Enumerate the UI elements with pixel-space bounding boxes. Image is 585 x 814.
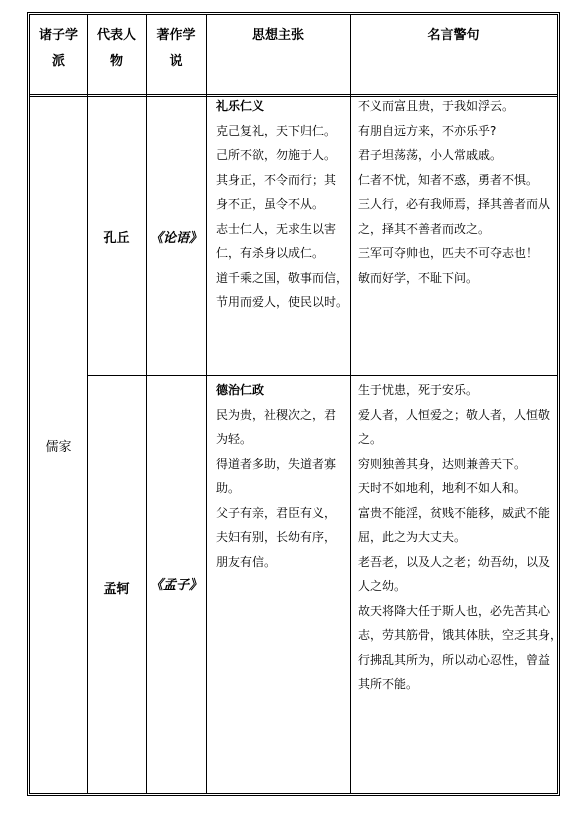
thought-cell bbox=[216, 94, 350, 315]
work-cell bbox=[146, 376, 206, 793]
quote-line: 人之幼。 bbox=[358, 579, 407, 593]
thought-line: 节用而爱人，使民以时。 bbox=[216, 295, 349, 309]
quote-line: 志，劳其筋骨，饿其体肤，空乏其身， bbox=[358, 628, 563, 642]
thought-line: 其身正，不令而行；其 bbox=[216, 172, 337, 187]
header-quotes-label: 名言警句 bbox=[427, 28, 480, 43]
thought-line: 克己复礼，天下归仁。 bbox=[216, 123, 337, 138]
quote-line: 老吾老，以及人之老；幼吾幼，以及 bbox=[358, 554, 551, 569]
thought-line: 仁，有杀身以成仁。 bbox=[216, 246, 325, 260]
thought-title: 礼乐仁义 bbox=[216, 99, 265, 113]
quote-line: 三人行，必有我师焉，择其善者而从 bbox=[358, 197, 551, 211]
thought-title: 德治仁政 bbox=[216, 383, 265, 397]
school-cell bbox=[30, 97, 87, 793]
header-representative bbox=[87, 23, 146, 75]
representative-cell bbox=[87, 97, 146, 375]
thought-cell bbox=[216, 378, 350, 574]
header-rep-line: 物 bbox=[109, 54, 123, 69]
representative-name: 孔丘 bbox=[103, 230, 130, 246]
header-work bbox=[146, 23, 206, 75]
thought-line: 志士仁人，无求生以害 bbox=[216, 221, 337, 236]
quote-line: 其所不能。 bbox=[358, 677, 419, 691]
header-quotes bbox=[350, 23, 557, 49]
quote-line: 有朋自远方来，不亦乐乎? bbox=[358, 123, 497, 138]
quote-line: 爱人者，人恒爱之；敬人者，人恒敬 bbox=[358, 407, 551, 422]
quote-line: 行拂乱其所为，所以动心忍性，曾益 bbox=[358, 652, 551, 667]
quotes-cell bbox=[358, 378, 563, 697]
quote-line: 富贵不能淫，贫贱不能移，威武不能 bbox=[358, 505, 551, 520]
header-thought-label: 思想主张 bbox=[251, 28, 304, 43]
representative-name: 孟轲 bbox=[103, 582, 130, 597]
quote-line: 之。 bbox=[358, 432, 383, 446]
header-school-line: 诸子学 bbox=[38, 28, 78, 43]
quote-line: 故天将降大任于斯人也，必先苦其心 bbox=[358, 603, 551, 618]
quote-line: 之，择其不善者而改之。 bbox=[358, 221, 491, 236]
header-work-line: 说 bbox=[169, 54, 183, 69]
thought-line: 助。 bbox=[216, 481, 241, 495]
header-rep-line: 代表人 bbox=[96, 28, 136, 43]
quote-line: 穷则独善其身，达则兼善天下。 bbox=[358, 456, 527, 471]
table-frame bbox=[27, 12, 563, 796]
thought-line: 父子有亲，君臣有义， bbox=[216, 505, 337, 520]
quote-line: 敏而好学，不耻下问。 bbox=[358, 270, 479, 285]
quote-line: 三军可夺帅也，匹夫不可夺志也！ bbox=[358, 246, 539, 260]
quote-line: 屈，此之为大丈夫。 bbox=[358, 530, 467, 544]
quote-line: 君子坦荡荡，小人常戚戚。 bbox=[358, 148, 503, 162]
header-work-line: 著作学 bbox=[156, 28, 196, 43]
header-school bbox=[30, 23, 87, 75]
work-title: 《论语》 bbox=[149, 230, 202, 246]
thought-line: 道千乘之国，敬事而信， bbox=[216, 270, 349, 285]
thought-line: 为轻。 bbox=[216, 432, 253, 446]
representative-cell bbox=[87, 376, 146, 793]
thought-line: 夫妇有别，长幼有序， bbox=[216, 530, 337, 544]
thought-line: 朋友有信。 bbox=[216, 554, 277, 569]
thought-line: 得道者多助，失道者寡 bbox=[216, 456, 337, 471]
thought-line: 民为贵，社稷次之，君 bbox=[216, 407, 337, 422]
quotes-cell bbox=[358, 94, 557, 290]
thought-line: 身不正，虽令不从。 bbox=[216, 197, 325, 211]
quote-line: 仁者不忧，知者不惑，勇者不惧。 bbox=[358, 172, 539, 187]
school-name: 儒家 bbox=[45, 439, 72, 455]
thought-line: 己所不欲，勿施于人。 bbox=[216, 148, 337, 162]
quote-line: 天时不如地利，地利不如人和。 bbox=[358, 481, 527, 495]
quote-line: 不义而富且贵，于我如浮云。 bbox=[358, 99, 515, 113]
grid-line bbox=[206, 15, 207, 793]
header-school-line: 派 bbox=[51, 54, 65, 69]
work-cell bbox=[146, 97, 206, 375]
quote-line: 生于忧患，死于安乐。 bbox=[358, 383, 479, 397]
grid-line bbox=[350, 15, 351, 793]
work-title: 《孟子》 bbox=[149, 578, 202, 593]
header-thought bbox=[206, 23, 350, 49]
